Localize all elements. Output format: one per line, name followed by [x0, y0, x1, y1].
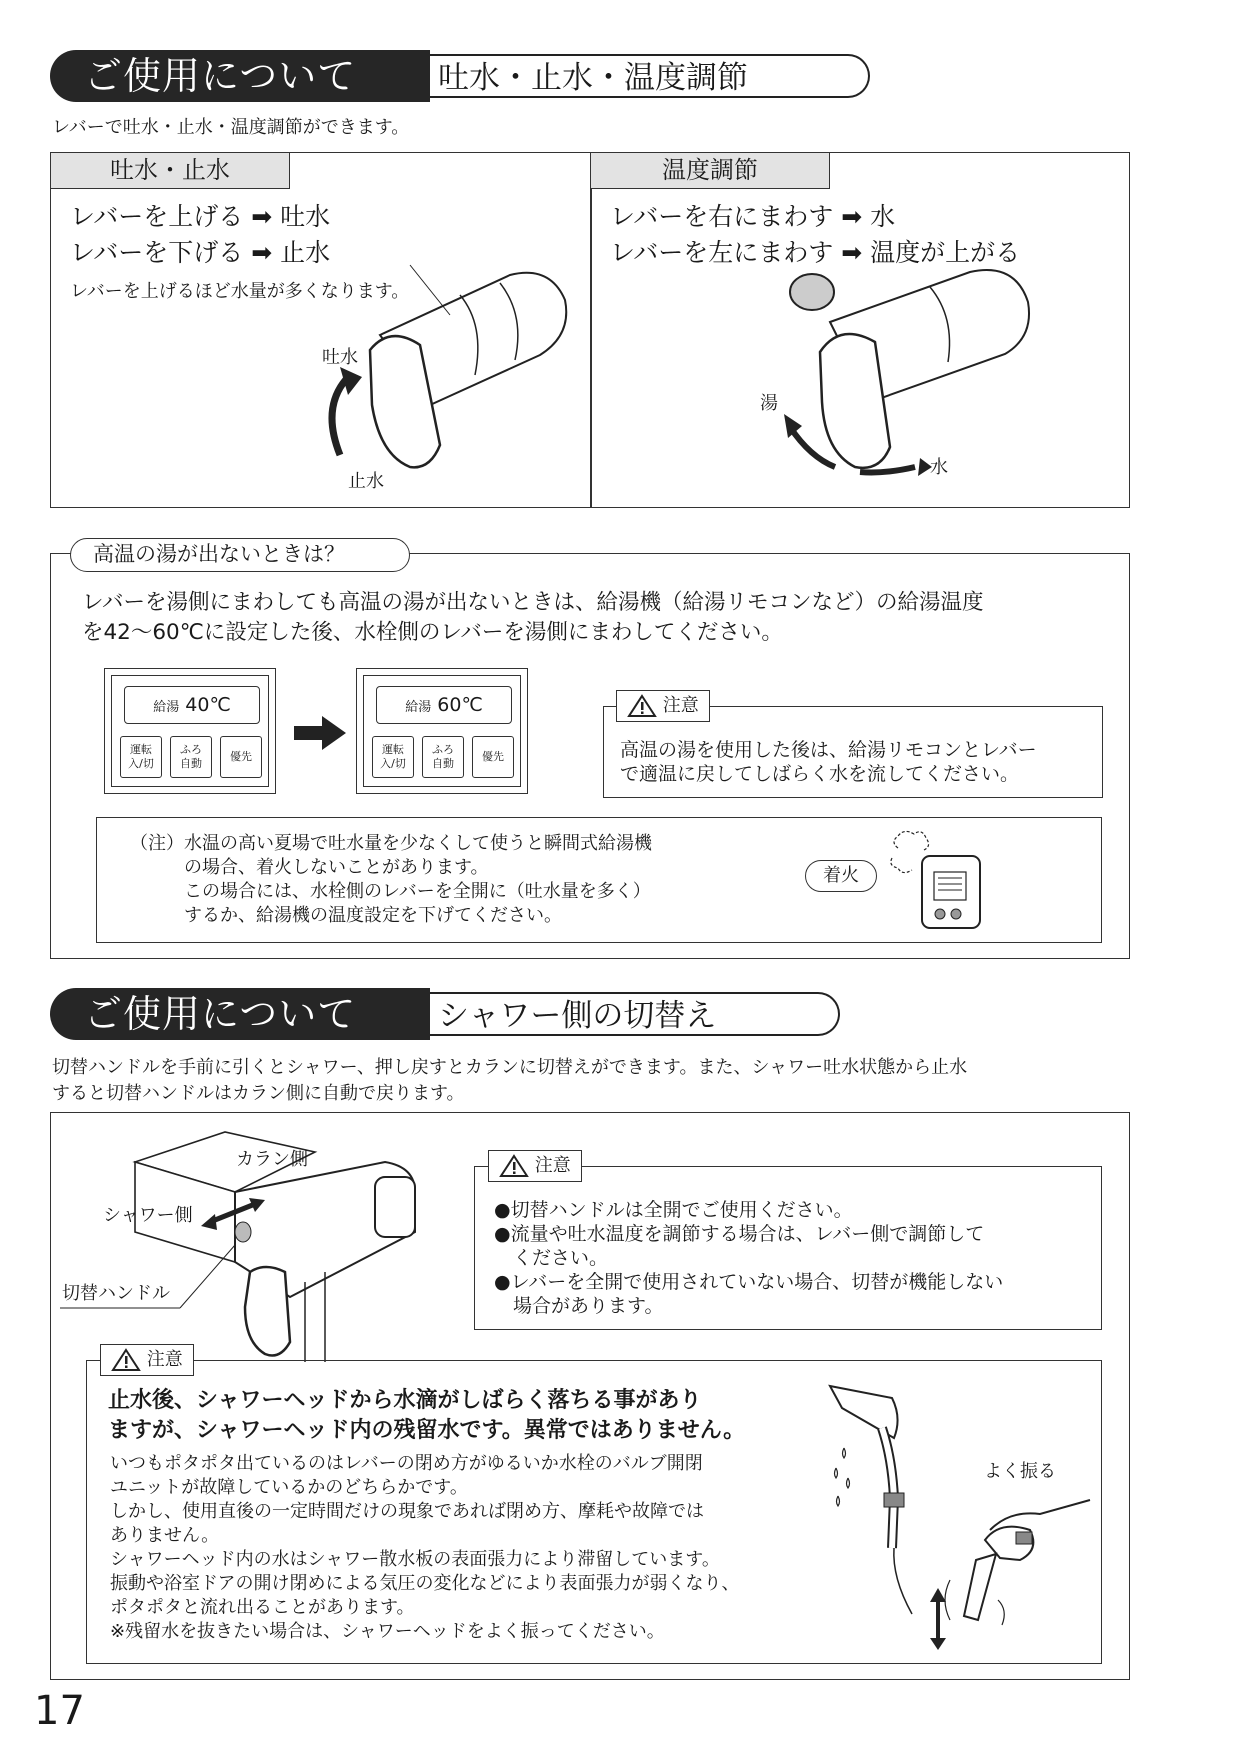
- label-shake: よく振る: [984, 1461, 1056, 1482]
- caution-switch-title: [488, 1150, 582, 1182]
- caution-drip-line4: ありません。: [110, 1525, 220, 1546]
- label-shower-side: シャワー側: [103, 1205, 193, 1226]
- warning-triangle-icon: [627, 694, 657, 718]
- note-line3: この場合には、水栓側のレバーを全開に（吐水量を多く）: [184, 881, 651, 902]
- remote-after-temp: 60℃: [437, 694, 483, 716]
- remote-before-btn-bath: ふろ 自動: [170, 736, 212, 778]
- note-prefix: （注）: [130, 833, 184, 854]
- section1-header-sub: 吐水・止水・温度調節: [420, 54, 870, 98]
- section2-header-sub: シャワー側の切替え: [420, 992, 840, 1036]
- hot-water-title-text: 高温の湯が出ないときは？: [93, 542, 345, 566]
- note-line2: の場合、着火しないことがあります。: [184, 857, 489, 878]
- caution-hot-title: [616, 690, 710, 722]
- note-line1: 水温の高い夏場で吐水量を少なくして使うと瞬間式給湯機: [184, 833, 652, 854]
- remote-after-btn-power: 運転 入/切: [372, 736, 414, 778]
- label-spout-off: 止水: [348, 471, 384, 492]
- warning-triangle-icon: [499, 1154, 529, 1178]
- caution-hot-line2: で適温に戻してしばらく水を流してください。: [620, 763, 1020, 785]
- caution-hot-line1: 高温の湯を使用した後は、給湯リモコンとレバー: [620, 739, 1037, 761]
- remote-before-temp: 40℃: [185, 694, 231, 716]
- remote-after-display: [376, 686, 512, 724]
- handle-leader-line: [60, 1240, 240, 1310]
- caution-switch-item2: ●流量や吐水温度を調節する場合は、レバー側で調節して: [494, 1223, 985, 1245]
- caution-drip-line5: シャワーヘッド内の水はシャワー散水板の表面張力により滞留しています。: [110, 1549, 720, 1570]
- remote-after-label: 給湯: [405, 700, 432, 715]
- hot-water-text1: レバーを湯側にまわしても高温の湯が出ないときは、給湯機（給湯リモコンなど）の給湯温度: [82, 590, 984, 615]
- remote-before-display: [124, 686, 260, 724]
- section1-intro: レバーで吐水・止水・温度調節ができます。: [52, 117, 410, 138]
- caution-drip-line2: ユニットが故障しているかのどちらかです。: [110, 1477, 468, 1498]
- section2-intro1: 切替ハンドルを手前に引くとシャワー、押し戻すとカランに切替えができます。また、シャワー吐水状態から止水: [52, 1057, 968, 1078]
- section2-header-main: ご使用について: [50, 988, 430, 1040]
- caution-switch-item1: ●切替ハンドルは全開でご使用ください。: [494, 1199, 853, 1221]
- note-line4: するか、給湯機の温度設定を下げてください。: [184, 905, 562, 926]
- temp-line1: レバーを右にまわす ➡ 水: [610, 202, 896, 231]
- panel-divider: [590, 152, 592, 508]
- caution-hot-title-text: 注意: [662, 695, 699, 716]
- tab-temperature: 温度調節: [590, 152, 830, 189]
- remote-after-btn-bath: ふろ 自動: [422, 736, 464, 778]
- remote-after-btn-priority: 優先: [472, 736, 514, 778]
- caution-drip-line3: しかし、使用直後の一定時間だけの現象であれば閉め方、摩耗や故障では: [110, 1501, 704, 1522]
- warning-triangle-icon: [111, 1348, 141, 1372]
- label-spout-on: 吐水: [322, 347, 358, 368]
- hot-water-title: [70, 538, 410, 572]
- remote-after: [356, 668, 528, 794]
- hand-shaking-shower-illustration: [930, 1480, 1100, 1650]
- page-number: 17: [34, 1688, 85, 1734]
- caution-switch-item3: ください。: [494, 1247, 609, 1269]
- shower-head-illustration: [822, 1378, 942, 1618]
- water-heater-icon: [888, 828, 988, 934]
- ignite-badge: [805, 860, 877, 892]
- caution-switch-title-text: 注意: [534, 1155, 571, 1176]
- caution-drip-line6: 振動や浴室ドアの開け閉めによる気圧の変化などにより表面張力が弱くなり、: [110, 1573, 740, 1594]
- tab-spout-stop: 吐水・止水: [50, 152, 290, 189]
- faucet-temp-illustration: [770, 262, 1070, 492]
- label-cold: 水: [930, 457, 948, 478]
- caution-drip-line8: ※残留水を抜きたい場合は、シャワーヘッドをよく振ってください。: [110, 1621, 665, 1642]
- remote-before-btn-priority: 優先: [220, 736, 262, 778]
- ignite-label: 着火: [823, 865, 859, 886]
- faucet-lever-illustration: [310, 255, 590, 495]
- caution-drip-title: [100, 1344, 194, 1376]
- remote-before-btn-power: 運転 入/切: [120, 736, 162, 778]
- label-karan-side: カラン側: [236, 1149, 308, 1170]
- arrow-right-icon: [294, 716, 346, 750]
- caution-switch-item5: 場合があります。: [494, 1295, 664, 1317]
- section1-header-main: ご使用について: [50, 50, 430, 102]
- caution-drip-bold2: ますが、シャワーヘッド内の残留水です。異常ではありません。: [108, 1418, 746, 1443]
- label-switch-handle: 切替ハンドル: [62, 1283, 170, 1304]
- spout-line2: レバーを下げる ➡ 止水: [70, 238, 331, 267]
- caution-drip-line7: ポタポタと流れ出ることがあります。: [110, 1597, 415, 1618]
- spout-note: レバーを上げるほど水量が多くなります。: [70, 281, 410, 302]
- section2-intro2: すると切替ハンドルはカラン側に自動で戻ります。: [52, 1083, 465, 1104]
- hot-water-text2: を42～60℃に設定した後、水栓側のレバーを湯側にまわしてください。: [82, 620, 783, 645]
- caution-drip-bold1: 止水後、シャワーヘッドから水滴がしばらく落ちる事があり: [108, 1388, 702, 1413]
- caution-drip-title-text: 注意: [146, 1349, 183, 1370]
- label-hot: 湯: [760, 393, 778, 414]
- remote-before: [104, 668, 276, 794]
- caution-switch-item4: ●レバーを全開で使用されていない場合、切替が機能しない: [494, 1271, 1004, 1293]
- caution-drip-line1: いつもポタポタ出ているのはレバーの閉め方がゆるいか水栓のバルブ開閉: [110, 1453, 703, 1474]
- temp-line2: レバーを左にまわす ➡ 温度が上がる: [610, 238, 1021, 267]
- spout-line1: レバーを上げる ➡ 吐水: [70, 202, 331, 231]
- remote-before-label: 給湯: [153, 700, 180, 715]
